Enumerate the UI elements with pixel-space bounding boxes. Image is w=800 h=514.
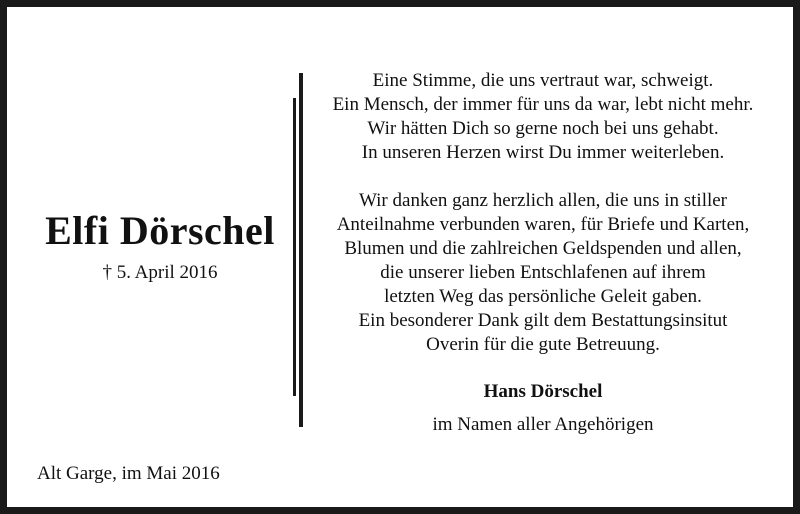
thanks-line: Ein besonderer Dank gilt dem Bestattungsinsitut bbox=[358, 310, 728, 331]
death-date: † 5. April 2016 bbox=[102, 262, 218, 283]
thanks-line: Anteilnahme verbunden waren, für Briefe und Karten, bbox=[336, 214, 750, 235]
poem-line: In unseren Herzen wirst Du immer weiterleben. bbox=[361, 142, 725, 163]
thanks-line: die unserer lieben Entschlafenen auf ihrem bbox=[380, 262, 706, 283]
signer-name: Hans Dörschel bbox=[483, 381, 603, 402]
thanks-line: Overin für die gute Betreuung. bbox=[426, 334, 660, 355]
thanks-block bbox=[313, 189, 773, 357]
poem-line: Eine Stimme, die uns vertraut war, schweigt. bbox=[372, 70, 714, 91]
poem-line: Ein Mensch, der immer für uns da war, lebt nicht mehr. bbox=[332, 94, 754, 115]
divider-line-thick bbox=[299, 73, 303, 427]
poem-block bbox=[313, 69, 773, 165]
thanks-line: Wir danken ganz herzlich allen, die uns in stiller bbox=[358, 190, 728, 211]
thanks-line: Blumen und die zahlreichen Geldspenden und allen, bbox=[344, 238, 742, 259]
place-and-date: Alt Garge, im Mai 2016 bbox=[37, 463, 220, 484]
deceased-name: Elfi Dörschel bbox=[45, 208, 275, 253]
thanks-line: letzten Weg das persönliche Geleit gaben. bbox=[384, 286, 702, 307]
divider-line-thin bbox=[293, 98, 296, 396]
poem-line: Wir hätten Dich so gerne noch bei uns gehabt. bbox=[367, 118, 719, 139]
signer-subtitle: im Namen aller Angehörigen bbox=[432, 414, 654, 435]
